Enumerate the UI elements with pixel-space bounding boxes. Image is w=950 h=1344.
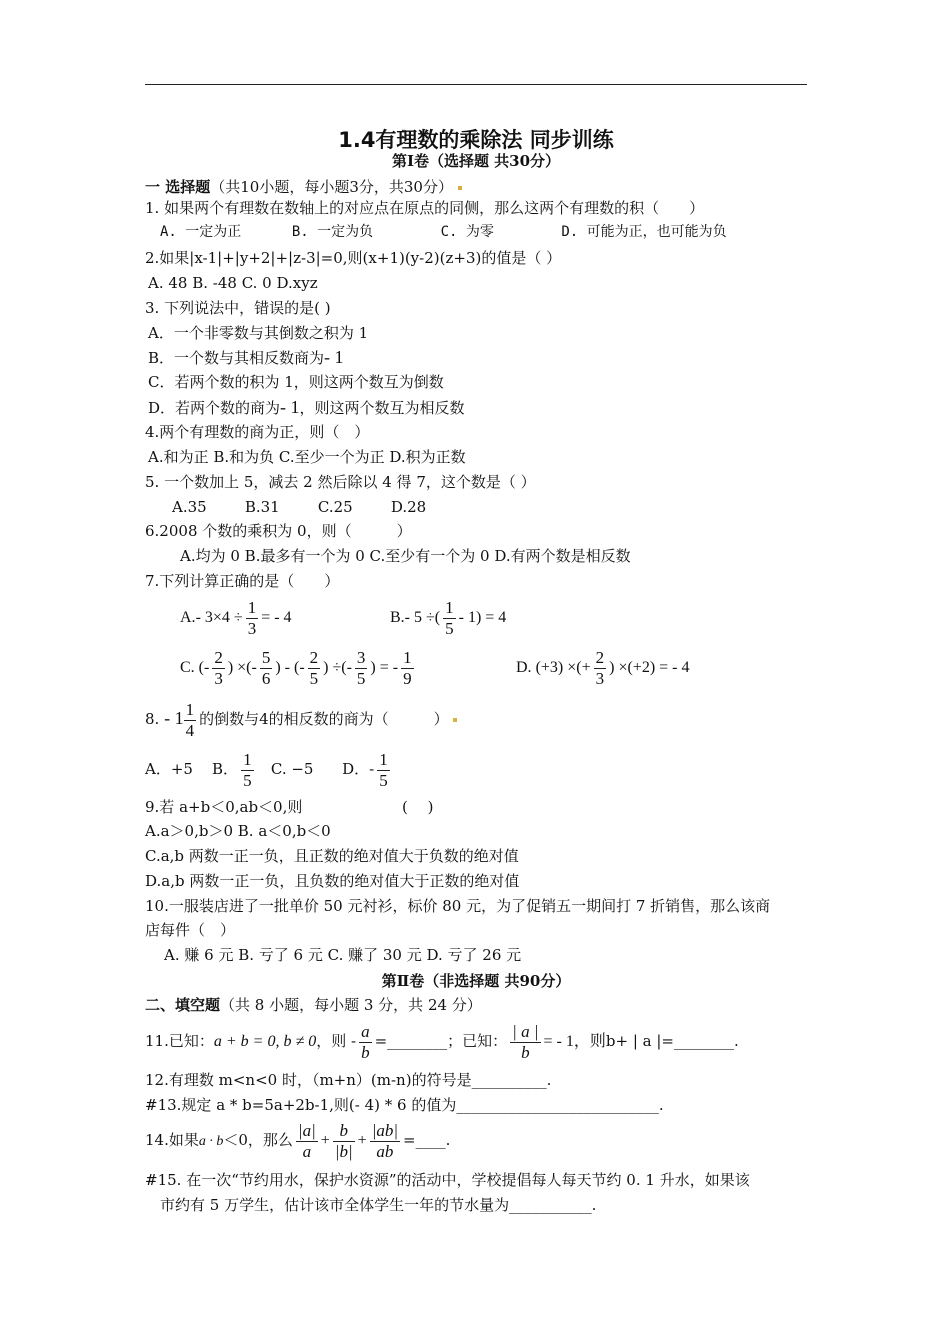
fraction-1-5: $\frac{1}{5}$ bbox=[379, 749, 388, 790]
fraction-abs-ab-ab: $\frac{|ab|}{ab}$ bbox=[371, 1120, 399, 1161]
q4-stem: 4.两个有理数的商为正，则（ ） bbox=[145, 423, 370, 441]
q10-stem-line1: 10.一服装店进了一批单价 50 元衬衫，标价 80 元，为了促销五一期间打 7 折销售，那么该商 bbox=[145, 897, 771, 915]
q7-a-expr2: = - 4 bbox=[261, 609, 292, 626]
q14-line bbox=[145, 1118, 450, 1164]
q7-d-label: D. bbox=[516, 659, 532, 676]
q5-stem: 5. 一个数加上 5，减去 2 然后除以 4 得 7，这个数是（ ） bbox=[145, 473, 536, 491]
q5-option-a: A.35 bbox=[172, 498, 207, 516]
q7-option-a bbox=[180, 597, 292, 639]
q5-option-d: D.28 bbox=[390, 498, 427, 516]
q8-option-b: B． bbox=[212, 760, 239, 778]
q14-end: =____. bbox=[403, 1131, 451, 1149]
q7-c-part4: ) ÷(- bbox=[323, 659, 352, 676]
marker-dot bbox=[458, 186, 462, 190]
fraction-b-abs-b: $\frac{b}{|b|}$ bbox=[334, 1120, 353, 1161]
q11-part2: ，则 - bbox=[316, 1032, 357, 1050]
q8-prefix: 8. bbox=[145, 710, 160, 728]
q13-stem: #13.规定 a * b=5a+2b-1,则(- 4) * 6 的值为___________________________. bbox=[145, 1096, 664, 1114]
q9-stem bbox=[145, 797, 302, 817]
q7-c-part1: (- bbox=[198, 659, 210, 676]
section2-heading bbox=[145, 995, 482, 1015]
section2-desc: （共 8 小题，每小题 3 分，共 24 分） bbox=[220, 996, 482, 1014]
q7-b-expr2: - 1) = 4 bbox=[458, 609, 507, 626]
q8-option-d: D．- bbox=[342, 760, 375, 778]
plus-sign: + bbox=[357, 1132, 367, 1149]
q3-option-b bbox=[148, 347, 344, 368]
q11-part3: =________；已知： bbox=[374, 1032, 508, 1050]
q10-stem-line2: 店每件（ ） bbox=[145, 921, 236, 939]
q11-line bbox=[145, 1020, 739, 1063]
q7-a-expr1: - 3×4 ÷ bbox=[195, 609, 243, 626]
q8-text: 的倒数与4的相反数的商为（ ） bbox=[199, 710, 449, 728]
q3-option-b-text: B．一个数与其相反数商为 bbox=[148, 349, 325, 367]
q11-part1: 11.已知： bbox=[145, 1032, 214, 1050]
q3-option-d-text1: D．若两个数的商为 bbox=[148, 399, 281, 417]
q5-options bbox=[172, 497, 426, 517]
header-rule bbox=[145, 84, 807, 85]
q1-option-a: A. 一定为正 bbox=[160, 224, 242, 240]
q15-stem-line2: 市约有 5 万学生，估计该市全体学生一年的节水量为___________. bbox=[160, 1196, 597, 1214]
neg-one-value: - 1 bbox=[280, 397, 300, 417]
q3-stem: 3. 下列说法中，错误的是( ) bbox=[145, 299, 331, 317]
fraction-2-5: $\frac{2}{5}$ bbox=[309, 647, 319, 688]
q7-stem: 7.下列计算正确的是（ ） bbox=[145, 572, 340, 590]
section1-desc: （共10小题，每小题3分，共30分） bbox=[210, 178, 453, 196]
fraction-1-5: $\frac{1}{5}$ bbox=[243, 749, 252, 790]
q7-option-d bbox=[516, 647, 690, 689]
q1-option-c: C. 为零 bbox=[440, 224, 494, 240]
fraction-5-6: $\frac{5}{6}$ bbox=[261, 647, 271, 688]
q9-option-c: C.a,b 两数一正一负，且正数的绝对值大于负数的绝对值 bbox=[145, 847, 519, 865]
fraction-a-b: $\frac{a}{b}$ bbox=[361, 1021, 370, 1062]
q7-c-label: C. bbox=[180, 659, 195, 676]
q8-option-a: A．+5 bbox=[145, 760, 193, 778]
fraction-3-5: $\frac{3}{5}$ bbox=[356, 647, 366, 688]
q9-option-d: D.a,b 两数一正一负，且负数的绝对值大于正数的绝对值 bbox=[145, 872, 520, 890]
section1-heading bbox=[145, 177, 462, 197]
q3-option-a: A．一个非零数与其倒数之积为 1 bbox=[148, 324, 369, 342]
q5-option-c: C.25 bbox=[317, 498, 353, 516]
q7-option-c bbox=[180, 647, 417, 689]
q8-options bbox=[145, 748, 393, 791]
q14-part1: 14.如果 bbox=[145, 1131, 199, 1149]
fraction-abs-a-b: $\frac{| a |}{b}$ bbox=[512, 1021, 539, 1062]
section1-label: 一 选择题 bbox=[145, 178, 211, 196]
q7-c-part3: ) - (- bbox=[275, 659, 305, 676]
q7-b-label: B. bbox=[390, 609, 405, 626]
q7-c-part5: ) = - bbox=[370, 659, 399, 676]
q8-stem bbox=[145, 697, 457, 741]
q1-stem: 1. 如果两个有理数在数轴上的对应点在原点的同侧，那么这两个有理数的积（ ） bbox=[145, 199, 705, 217]
fraction-2-3: $\frac{2}{3}$ bbox=[214, 647, 223, 688]
q4-options: A.和为正 B.和为负 C.至少一个为正 D.积为正数 bbox=[148, 448, 466, 466]
q1-options bbox=[160, 222, 727, 242]
q7-option-b bbox=[390, 597, 506, 639]
fraction-1-9: $\frac{1}{9}$ bbox=[403, 647, 412, 688]
q3-option-c: C．若两个数的积为 1，则这两个数互为倒数 bbox=[148, 373, 444, 391]
part1-heading: 第Ⅰ卷（选择题 共30分） bbox=[391, 152, 561, 170]
q7-c-part2: ) ×(- bbox=[227, 659, 257, 676]
q14-part2: ＜0，那么 bbox=[223, 1131, 293, 1149]
q7-d-expr2: ) ×(+2) = - 4 bbox=[609, 659, 690, 676]
q10-options: A. 赚 6 元 B. 亏了 6 元 C. 赚了 30 元 D. 亏了 26 元 bbox=[164, 946, 522, 964]
q14-ab: a · b bbox=[198, 1134, 224, 1149]
q5-option-b: B.31 bbox=[244, 498, 280, 516]
plus-sign: + bbox=[320, 1132, 330, 1149]
fraction-abs-a-a: $\frac{|a|}{a}$ bbox=[297, 1120, 316, 1161]
q3-option-d bbox=[148, 397, 465, 418]
part2-heading: 第Ⅱ卷（非选择题 共90分） bbox=[381, 972, 571, 990]
q6-options: A.均为 0 B.最多有一个为 0 C.至少有一个为 0 D.有两个数是相反数 bbox=[180, 547, 631, 565]
q9-text: 9.若 a+b＜0,ab＜0,则 bbox=[145, 798, 303, 816]
section2-label: 二、填空题 bbox=[145, 996, 221, 1014]
q2-options: A. 48 B. -48 C. 0 D.xyz bbox=[148, 274, 318, 292]
q6-stem: 6.2008 个数的乘积为 0，则（ ） bbox=[145, 522, 412, 540]
q8-option-c: C. −5 bbox=[270, 760, 314, 778]
q1-option-d: D. 可能为正，也可能为负 bbox=[561, 224, 727, 240]
q12-stem: 12.有理数 m<n<0 时，（m+n）(m-n)的符号是__________. bbox=[145, 1071, 552, 1089]
fraction-1-4: $\frac{1}{4}$ bbox=[185, 699, 195, 740]
q7-b-expr1: - 5 ÷( bbox=[404, 609, 441, 626]
page-title: 1.4有理数的乘除法 同步训练 bbox=[338, 128, 614, 152]
q9-paren: ( ) bbox=[402, 798, 434, 816]
q11-condition: a + b = 0, b ≠ 0 bbox=[213, 1033, 317, 1050]
fraction-2-3: $\frac{2}{3}$ bbox=[595, 647, 605, 688]
q15-stem-line1: #15. 在一次“节约用水，保护水资源”的活动中，学校提倡每人每天节约 0. 1 升水，如果该 bbox=[145, 1171, 750, 1189]
q9-options-ab: A.a＞0,b＞0 B. a＜0,b＜0 bbox=[145, 822, 331, 840]
q11-part4: = - 1，则 bbox=[543, 1033, 606, 1050]
neg-one-value: - 1 bbox=[324, 347, 344, 367]
q1-option-b: B. 一定为负 bbox=[291, 224, 374, 240]
q11-part5: b+ | a |=________. bbox=[605, 1032, 739, 1050]
q7-a-label: A. bbox=[180, 609, 196, 626]
q3-option-d-text2: ，则这两个数互为相反数 bbox=[299, 399, 465, 417]
marker-dot bbox=[453, 718, 457, 722]
q7-d-expr1: (+3) ×(+ bbox=[535, 659, 591, 676]
fraction-1-3: $\frac{1}{3}$ bbox=[247, 597, 257, 638]
q8-mixed-number: - 1 bbox=[164, 708, 184, 728]
fraction-1-5: $\frac{1}{5}$ bbox=[445, 597, 454, 638]
q2-stem: 2.如果|x-1|+|y+2|+|z-3|=0,则(x+1)(y-2)(z+3)的值是（ ） bbox=[145, 249, 562, 267]
